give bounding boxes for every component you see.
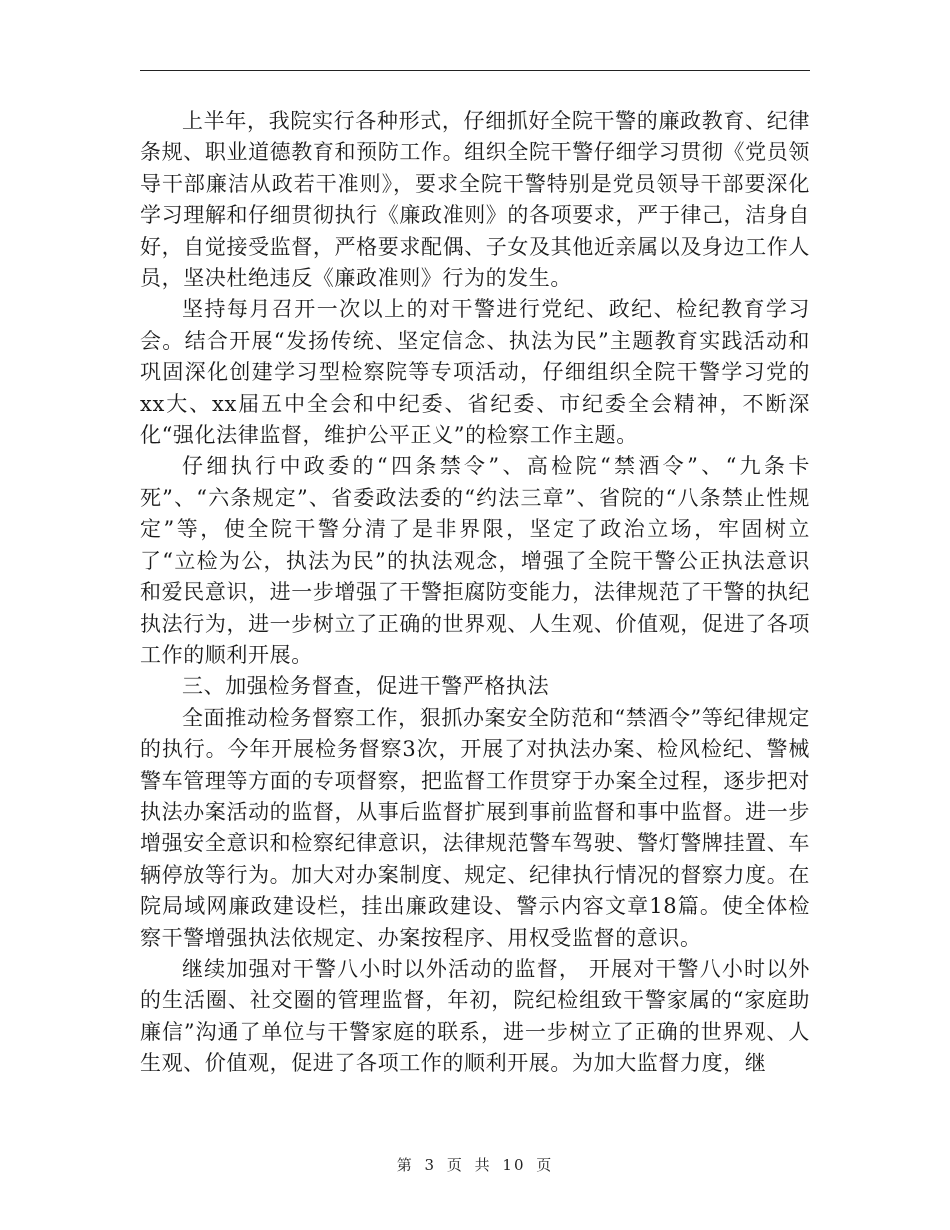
- footer-ye-end: 页: [536, 1156, 554, 1174]
- footer-gong: 共: [474, 1156, 492, 1174]
- paragraph-2: 坚持每月召开一次以上的对干警进行党纪、政纪、检纪教育学习会。结合开展“发扬传统、坚定信念、执法为民”主题教育实践活动和巩固深化创建学习型检察院等专项活动，仔细组织全院干警学习党的xx大、xx届五中全会和中纪委、省纪委、市纪委全会精神，不断深化“强化法律监督，维护公平正义”的检察工作主题。: [140, 297, 810, 448]
- section-heading: 三、加强检务督查，促进干警严格执法: [182, 674, 550, 699]
- footer-di: 第: [396, 1156, 414, 1174]
- paragraph-4: 全面推动检务督察工作，狠抓办案安全防范和“禁酒令”等纪律规定的执行。今年开展检务督察3次，开展了对执法办案、检风检纪、警械警车管理等方面的专项督察，把监督工作贯穿于办案全过程，逐步把对执法办案活动的监督，从事后监督扩展到事前监督和事中监督。进一步增强安全意识和检察纪律意识，法律规范警车驾驶、警灯警牌挂置、车辆停放等行为。加大对办案制度、规定、纪律执行情况的督察力度。在院局域网廉政建设栏，挂出廉政建设、警示内容文章18篇。使全体检察干警增强执法依规定、办案按程序、用权受监督的意识。: [140, 705, 810, 950]
- footer-ye: 页: [446, 1156, 464, 1174]
- paragraph-5: 继续加强对干警八小时以外活动的监督， 开展对干警八小时以外的生活圈、社交圈的管理监督，年初，院纪检组致干警家属的“家庭助廉信”沟通了单位与干警家庭的联系，进一步树立了正确的世界观、人生观、价值观，促进了各项工作的顺利开展。为加大监督力度，继: [140, 956, 810, 1076]
- page-footer: [0, 1154, 950, 1175]
- document-body: [140, 106, 810, 1080]
- footer-page-number: 3: [424, 1156, 437, 1174]
- header-rule: [140, 70, 810, 71]
- paragraph-3: 仔细执行中政委的“四条禁令”、高检院“禁酒令”、“九条卡死”、“六条规定”、省委政法委的“约法三章”、省院的“八条禁止性规定”等，使全院干警分清了是非界限，坚定了政治立场，牢固树立了“立检为公，执法为民”的执法观念，增强了全院干警公正执法意识和爱民意识，进一步增强了干警拒腐防变能力，法律规范了干警的执纪执法行为，进一步树立了正确的世界观、人生观、价值观，促进了各项工作的顺利开展。: [140, 454, 810, 667]
- footer-total-pages: 10: [502, 1156, 526, 1174]
- paragraph-1: 上半年，我院实行各种形式，仔细抓好全院干警的廉政教育、纪律条规、职业道德教育和预防工作。组织全院干警仔细学习贯彻《党员领导干部廉洁从政若干准则》，要求全院干警特别是党员领导干部要深化学习理解和仔细贯彻执行《廉政准则》的各项要求，严于律己，洁身自好，自觉接受监督，严格要求配偶、子女及其他近亲属以及身边工作人员，坚决杜绝违反《廉政准则》行为的发生。: [140, 109, 810, 291]
